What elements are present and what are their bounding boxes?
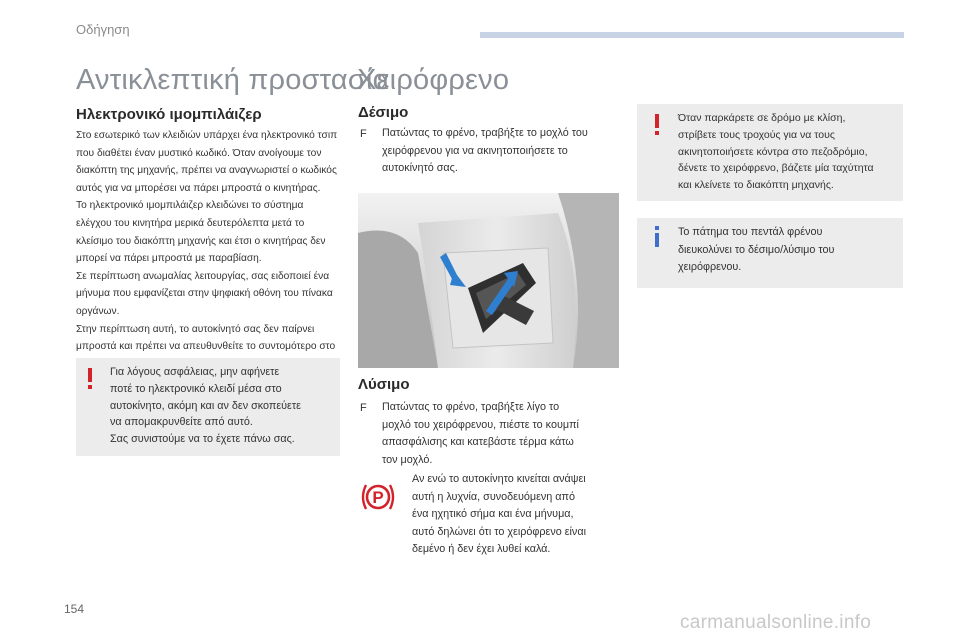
warning-text	[110, 364, 336, 448]
parking-brake-lamp-icon	[360, 479, 396, 515]
text-line: Στην περίπτωση αυτή, το αυτοκίνητό σας δεν παίρνει	[76, 323, 315, 335]
text-line: μήνυμα που εμφανίζεται στην ψηφιακή οθόνη του πίνακα	[76, 288, 333, 300]
text-line: διακόπτη της μηχανής, πρέπει να αναγνωριστεί ο κωδικός	[76, 165, 337, 177]
section-header: Οδήγηση	[76, 22, 130, 37]
text-line: δεμένο ή δεν έχει λυθεί καλά.	[412, 543, 551, 556]
text-line: αυτός για να μπορέσει να πάρει μπροστά ο κινητήρας.	[76, 182, 321, 194]
right-warning-box	[637, 104, 903, 201]
handbrake-photo	[358, 193, 619, 368]
right-info-box	[637, 218, 903, 288]
text-line: Όταν παρκάρετε σε δρόμο με κλίση,	[678, 112, 846, 124]
bullet-icon: F	[360, 128, 367, 140]
text-line: ελέγχου του κινητήρα μερικά δευτερόλεπτα μετά το	[76, 217, 305, 229]
text-line: ποτέ το ηλεκτρονικό κλειδί μέσα στο	[110, 382, 282, 395]
text-line: Σας συνιστούμε να το έχετε πάνω σας.	[110, 433, 295, 446]
text-line: και κλείνετε το διακόπτη μηχανής.	[678, 179, 834, 192]
info-text	[678, 224, 900, 277]
apply-heading: Δέσιμο	[358, 104, 409, 121]
text-line: χειρόφρενου για να ακινητοποιήσετε το	[382, 144, 568, 157]
text-line: αυτό δηλώνει ότι το χειρόφρενο είναι	[412, 525, 586, 538]
page-number: 154	[64, 602, 85, 616]
text-line: μπροστά και πρέπει να απευθυνθείτε το συντομότερο στο	[76, 341, 336, 353]
release-heading: Λύσιμο	[358, 376, 410, 393]
warning-text	[678, 110, 900, 194]
bullet-icon: F	[360, 402, 367, 414]
watermark: carmanualsonline.info	[680, 612, 872, 633]
left-warning-box	[76, 358, 340, 456]
lamp-text	[412, 471, 622, 559]
text-line: κλείσιμο του διακόπτη μηχανής και έτσι ο κινητήρας δεν	[76, 235, 326, 247]
lamp-letter: P	[372, 488, 384, 507]
text-line: να απομακρυνθείτε από αυτό.	[110, 416, 253, 429]
text-line: Πατώντας το φρένο, τραβήξτε το μοχλό του	[382, 127, 588, 139]
text-line: Αν ενώ το αυτοκίνητο κινείται ανάψει	[412, 473, 586, 485]
text-line: οργάνων.	[76, 305, 120, 317]
text-line: Σε περίπτωση ανωμαλίας λειτουργίας, σας ειδοποιεί ένα	[76, 270, 330, 282]
text-line: Το πάτημα του πεντάλ φρένου	[678, 226, 823, 238]
text-line: χειρόφρενου.	[678, 261, 742, 274]
warning-icon	[88, 368, 92, 382]
text-line: δένετε το χειρόφρενο, βάζετε μία ταχύτητα	[678, 162, 874, 175]
text-line: μοχλό του χειρόφρενου, πιέστε το κουμπί	[382, 418, 579, 431]
text-line: αυτή η λυχνία, συνοδευόμενη από	[412, 490, 576, 503]
apply-text	[382, 125, 622, 178]
text-line: διευκολύνει το δέσιμο/λύσιμο του	[678, 243, 835, 256]
text-line: απασφάλισης και κατεβάστε τέρμα κάτω	[382, 436, 574, 449]
warning-icon	[655, 114, 659, 128]
release-text	[382, 399, 622, 469]
middle-title: Χειρόφρενο	[357, 64, 510, 96]
text-line: Στο εσωτερικό των κλειδιών υπάρχει ένα ηλεκτρονικό τσιπ	[76, 130, 338, 141]
info-icon	[655, 233, 659, 247]
text-line: αυτοκίνητό σας.	[382, 162, 458, 175]
text-line: αυτοκίνητο, ακόμη και αν δεν σκοπεύετε	[110, 399, 301, 412]
text-line: στρίβετε τους τροχούς για να τους	[678, 128, 835, 141]
text-line: Πατώντας το φρένο, τραβήξτε λίγο το	[382, 401, 560, 413]
text-line: Το ηλεκτρονικό ιμομπιλάιζερ κλειδώνει το σύστημα	[76, 200, 304, 212]
text-line: Για λόγους ασφάλειας, μην αφήνετε	[110, 366, 280, 378]
text-line: τον μοχλό.	[382, 453, 433, 466]
left-title: Αντικλεπτική προστασία	[76, 64, 390, 96]
left-subtitle: Ηλεκτρονικό ιμομπιλάιζερ	[76, 106, 262, 123]
text-line: μπορεί να πάρει μπροστά με παραβίαση.	[76, 253, 262, 265]
header-bar	[480, 32, 904, 38]
text-line: ένα ηχητικό σήμα και ένα μήνυμα,	[412, 508, 574, 521]
text-line: που διαθέτει έναν μυστικό κωδικό. Όταν ανοίγουμε τον	[76, 147, 322, 159]
text-line: ακινητοποιήσετε κόντρα στο πεζοδρόμιο,	[678, 145, 868, 158]
left-body	[76, 127, 340, 373]
